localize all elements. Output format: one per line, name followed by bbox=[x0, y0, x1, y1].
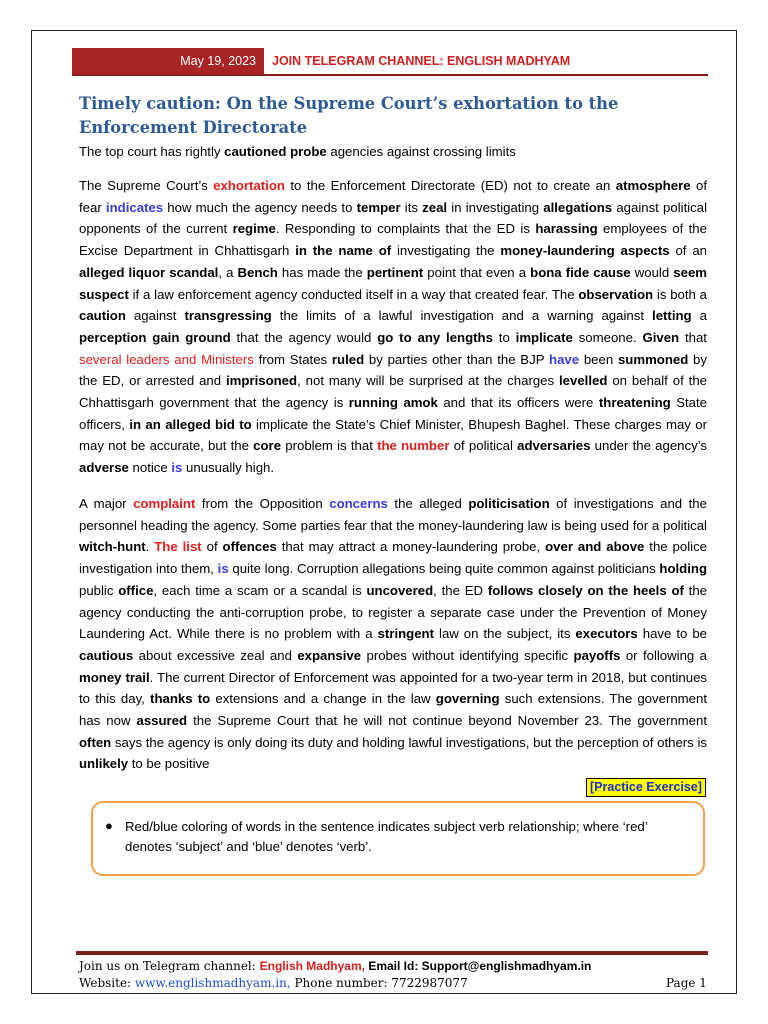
date-badge: May 19, 2023 bbox=[72, 48, 264, 74]
paragraph-text-run: stringent bbox=[377, 626, 435, 642]
paragraph-text-run: , a bbox=[218, 264, 238, 280]
paragraph-text-run: running amok bbox=[348, 395, 438, 411]
paragraph-text-run: follows closely on the heels of bbox=[487, 582, 684, 598]
practice-exercise-link[interactable]: [Practice Exercise] bbox=[586, 778, 706, 797]
paragraph-text-run: A major bbox=[79, 496, 134, 511]
paragraph-text-run: governing bbox=[435, 691, 500, 707]
paragraph-text-run: politicisation bbox=[468, 496, 550, 511]
paragraph-text-run: observation bbox=[578, 286, 654, 302]
paragraph-text-run: probes without identifying specific bbox=[361, 647, 574, 663]
paragraph-text-run: The list bbox=[154, 539, 202, 555]
paragraph-text-run: of an bbox=[669, 243, 707, 259]
article-subtitle bbox=[79, 142, 709, 162]
paragraph-text-run: against political opponents of the current bbox=[79, 199, 708, 237]
paragraph-text-run: allegations bbox=[543, 199, 613, 215]
paragraph-text-run: caution bbox=[79, 308, 126, 324]
paragraph-text-run: extensions and a change in the law bbox=[210, 691, 436, 707]
paragraph-text-run: core bbox=[253, 438, 282, 454]
paragraph-text-run: unusually high. bbox=[182, 460, 275, 476]
paragraph-text-run: on behalf of the Chhattisgarh government that the agency is bbox=[79, 373, 707, 411]
paragraph-text-run: expansive bbox=[297, 647, 362, 663]
paragraph-text-run: implicate the State’s Chief Minister, Bhupesh Baghel. These charges may or may not be accurate, but the bbox=[79, 416, 707, 454]
paragraph-text-run: from the Opposition bbox=[195, 496, 330, 511]
paragraph-text-run: the number bbox=[377, 438, 450, 454]
paragraph-text-run: witch-hunt bbox=[79, 539, 146, 555]
paragraph-text-run: summoned bbox=[617, 351, 689, 367]
paragraph-text-run: implicate bbox=[515, 329, 573, 345]
paragraph-text-run: often bbox=[79, 734, 112, 750]
paragraph-text-run: that may attract a money-laundering probe, bbox=[276, 539, 546, 555]
paragraph-text-run: imprisoned bbox=[226, 373, 298, 389]
paragraph-text-run: been bbox=[579, 351, 618, 367]
paragraph-text-run: notice bbox=[128, 460, 172, 476]
paragraph-text-run: and that its officers were bbox=[437, 395, 599, 411]
header-bar bbox=[72, 48, 708, 76]
paragraph-text-run: , the ED bbox=[433, 582, 488, 598]
article-title: Timely caution: On the Supreme Court’s exhortation to the Enforcement Directorate bbox=[79, 94, 619, 137]
paragraph-text-run: offences bbox=[222, 539, 277, 555]
paragraph-text-run: in investigating bbox=[447, 199, 544, 215]
paragraph-text-run: against bbox=[125, 308, 185, 324]
paragraph-text-run: levelled bbox=[559, 373, 608, 389]
page-number: Page 1 bbox=[666, 976, 707, 990]
paragraph-text-run: under the agency’s bbox=[590, 438, 707, 454]
subtitle-text: The top court has rightly bbox=[79, 144, 225, 159]
paragraph-text-run: payoffs bbox=[573, 647, 621, 663]
paragraph-text-run: temper bbox=[356, 199, 401, 215]
paragraph-text-run: over and above bbox=[545, 539, 645, 555]
paragraph-text-run: go to any lengths bbox=[377, 329, 493, 345]
bullet-icon: ● bbox=[105, 818, 113, 833]
paragraph-text-run: by the ED, or arrested and bbox=[79, 351, 707, 389]
paragraph-text-run: bona fide cause bbox=[530, 264, 631, 280]
paragraph-text-run: several leaders and Ministers bbox=[79, 351, 254, 367]
footer-text: Join us on Telegram channel: bbox=[79, 959, 260, 973]
paragraph-text-run: or following a bbox=[620, 647, 707, 663]
subtitle-text: agencies against crossing limits bbox=[326, 144, 516, 159]
paragraph-text-run: Given bbox=[642, 329, 680, 345]
paragraph-text-run: exhortation bbox=[213, 178, 285, 193]
paragraph-text-run: from States bbox=[253, 351, 332, 367]
paragraph-text-run: is both a bbox=[653, 286, 707, 302]
paragraph-text-run: the alleged bbox=[387, 496, 469, 511]
paragraph-text-run: a bbox=[691, 308, 707, 324]
footer-email: Email Id: Support@englishmadhyam.in bbox=[364, 959, 592, 973]
paragraph-text-run: investigating the bbox=[391, 243, 501, 259]
paragraph-text-run: about excessive zeal and bbox=[133, 647, 298, 663]
paragraph-text-run: money trail bbox=[79, 669, 150, 685]
paragraph-text-run: threatening bbox=[598, 395, 671, 411]
paragraph-text-run: uncovered bbox=[366, 582, 434, 598]
paragraph-text-run: . Responding to complaints that the ED is bbox=[275, 221, 536, 237]
paragraph-text-run: have to be bbox=[637, 626, 707, 642]
paragraph-text-run: the agency conducting the anti-corruption probe, to register a separate case under the Prevention of Money Laundering Act. While there is no problem with a bbox=[79, 582, 708, 642]
paragraph-text-run: unlikely bbox=[79, 756, 129, 772]
paragraph-text-run: State officers, bbox=[79, 395, 707, 432]
paragraph-text-run: to be positive bbox=[128, 756, 210, 772]
telegram-banner: JOIN TELEGRAM CHANNEL: ENGLISH MADHYAM bbox=[272, 54, 571, 68]
paragraph-text-run: employees of the Excise Department in Chhattisgarh bbox=[79, 221, 707, 259]
paragraph-2 bbox=[79, 493, 707, 775]
paragraph-text-run: would bbox=[630, 264, 674, 280]
footer-phone: Phone number: 7722987077 bbox=[290, 976, 468, 990]
paragraph-text-run: is bbox=[171, 460, 183, 476]
footer-divider bbox=[76, 951, 708, 955]
paragraph-text-run: how much the agency needs to bbox=[163, 199, 357, 215]
paragraph-text-run: . bbox=[145, 539, 155, 555]
paragraph-text-run: harassing bbox=[535, 221, 598, 237]
subtitle-bold: cautioned probe bbox=[224, 144, 327, 159]
paragraph-text-run: in the name of bbox=[295, 243, 392, 259]
paragraph-text-run: money-laundering aspects bbox=[500, 243, 670, 259]
paragraph-text-run: of bbox=[201, 539, 223, 555]
paragraph-text-run: to the Enforcement Directorate (ED) not to create an bbox=[284, 178, 616, 193]
footer-text: Website: bbox=[79, 976, 135, 990]
paragraph-text-run: to bbox=[492, 329, 516, 345]
paragraph-text-run: of political bbox=[449, 438, 518, 454]
paragraph-text-run: of investigations and the personnel heading the agency. Some parties fear that the money-laundering law is being used for a political bbox=[79, 496, 707, 533]
paragraph-text-run: seem suspect bbox=[79, 264, 708, 302]
paragraph-text-run: cautious bbox=[79, 647, 134, 663]
paragraph-text-run: in an alleged bid to bbox=[129, 416, 252, 432]
paragraph-text-run: The Supreme Court’s bbox=[79, 178, 214, 193]
paragraph-text-run: . The current Director of Enforcement was appointed for a two-year term in 2018, but continues to this day, bbox=[79, 669, 707, 707]
paragraph-text-run: executors bbox=[575, 626, 638, 642]
paragraph-text-run: problem is that bbox=[281, 438, 378, 454]
paragraph-text-run: has made the bbox=[277, 264, 367, 280]
footer-line-1 bbox=[79, 958, 591, 974]
paragraph-text-run: regime bbox=[232, 221, 276, 237]
paragraph-text-run: ruled bbox=[331, 351, 365, 367]
footer-line-2 bbox=[79, 975, 468, 991]
paragraph-text-run: alleged liquor scandal bbox=[79, 264, 219, 280]
paragraph-1 bbox=[79, 175, 707, 479]
paragraph-text-run: quite long. Corruption allegations being quite common against politicians bbox=[228, 561, 660, 577]
paragraph-text-run: holding bbox=[659, 561, 707, 577]
paragraph-text-run: Bench bbox=[237, 264, 278, 280]
paragraph-text-run: perception gain ground bbox=[79, 329, 231, 345]
paragraph-text-run: adversaries bbox=[517, 438, 591, 454]
paragraph-text-run: office bbox=[118, 582, 154, 598]
paragraph-text-run: says the agency is only doing its duty and holding lawful investigations, but the perception of others is bbox=[111, 734, 707, 750]
paragraph-text-run: that the agency would bbox=[230, 329, 378, 345]
paragraph-text-run: its bbox=[400, 199, 423, 215]
paragraph-text-run: the police investigation into them, bbox=[79, 539, 708, 577]
paragraph-text-run: if a law enforcement agency conducted itself in a way that created fear. The bbox=[128, 286, 579, 302]
paragraph-text-run: thanks to bbox=[150, 691, 211, 707]
paragraph-text-run: by parties other than the BJP bbox=[364, 351, 550, 367]
paragraph-text-run: assured bbox=[136, 713, 188, 729]
paragraph-text-run: zeal bbox=[422, 199, 448, 215]
paragraph-text-run: complaint bbox=[133, 496, 196, 511]
paragraph-text-run: that bbox=[679, 329, 707, 345]
paragraph-text-run: someone. bbox=[572, 329, 643, 345]
paragraph-text-run: indicates bbox=[105, 199, 164, 215]
note-box bbox=[91, 801, 705, 876]
note-text: Red/blue coloring of words in the sentence indicates subject verb relationship; where ‘red’ denotes ‘subject’ and ‘blue’ denotes ‘verb’. bbox=[125, 819, 648, 854]
paragraph-text-run: point that even a bbox=[423, 264, 531, 280]
paragraph-text-run: the Supreme Court that he will not continue beyond November 23. The government bbox=[187, 713, 707, 729]
paragraph-text-run: of fear bbox=[79, 178, 707, 215]
paragraph-text-run: concerns bbox=[329, 496, 388, 511]
paragraph-text-run: law on the subject, its bbox=[434, 626, 576, 642]
paragraph-text-run: such extensions. The government has now bbox=[79, 691, 707, 729]
telegram-channel-name: English Madhyam, bbox=[259, 959, 365, 973]
paragraph-text-run: transgressing bbox=[184, 308, 272, 324]
paragraph-text-run: is bbox=[217, 561, 229, 577]
paragraph-text-run: pertinent bbox=[366, 264, 424, 280]
paragraph-text-run: , not many will be surprised at the charges bbox=[297, 373, 560, 389]
paragraph-text-run: atmosphere bbox=[615, 178, 691, 193]
paragraph-text-run: letting bbox=[652, 308, 692, 324]
paragraph-text-run: , each time a scam or a scandal is bbox=[153, 582, 367, 598]
paragraph-text-run: have bbox=[549, 351, 580, 367]
website-link[interactable]: www.englishmadhyam.in, bbox=[134, 976, 291, 990]
paragraph-text-run: public bbox=[79, 582, 119, 598]
paragraph-text-run: adverse bbox=[79, 460, 129, 476]
paragraph-text-run: the limits of a lawful investigation and a warning against bbox=[271, 308, 653, 324]
